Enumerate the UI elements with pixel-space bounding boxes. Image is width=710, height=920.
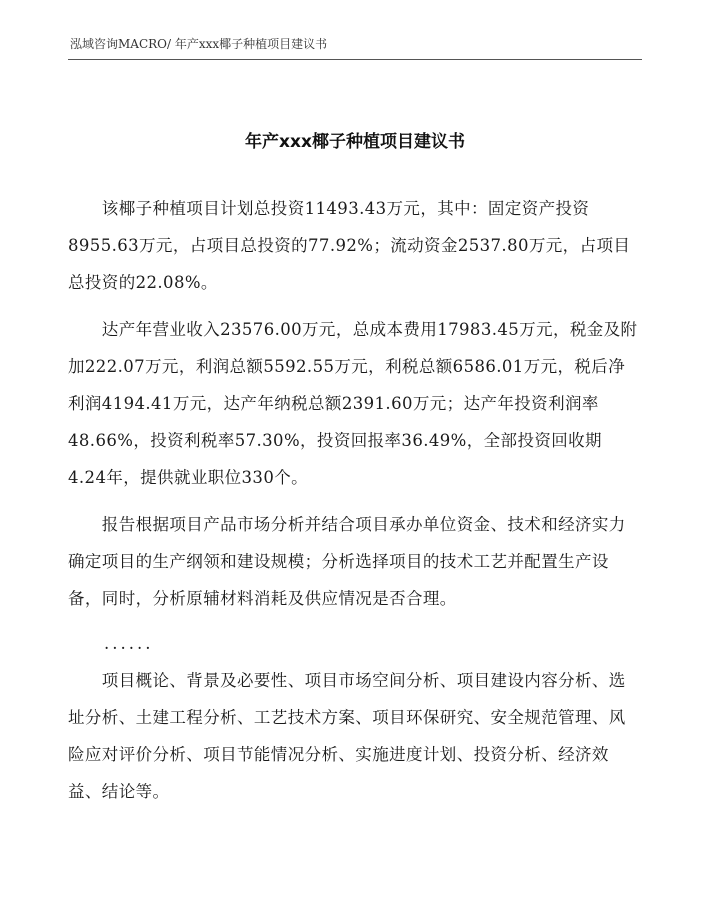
document-title: 年产xxx椰子种植项目建议书 [245,132,465,152]
paragraph-financials: 达产年营业收入23576.00万元，总成本费用17983.45万元，税金及附加222.07万元，利润总额5592.55万元，利税总额6586.01万元，税后净利润4194.41万元，达产年纳税总额2391.60万元；达产年投资利润率48.66%，投资利税率57.30%，投资回报率36.49%，全部投资回收期4.24年，提供就业职位330个。 [68,320,638,487]
page-header-breadcrumb: 泓域咨询MACRO/ 年产xxx椰子种植项目建议书 [70,37,328,51]
paragraph-contents-list: 项目概论、背景及必要性、项目市场空间分析、项目建设内容分析、选址分析、土建工程分析、工艺技术方案、项目环保研究、安全规范管理、风险应对评价分析、项目节能情况分析、实施进度计划、投资分析、经济效益、结论等。 [68,671,626,801]
paragraph-investment: 该椰子种植项目计划总投资11493.43万元，其中：固定资产投资8955.63万元，占项目总投资的77.92%；流动资金2537.80万元，占项目总投资的22.08%。 [68,199,631,292]
document-body [68,190,638,810]
header-divider [68,59,642,60]
paragraph-report-scope: 报告根据项目产品市场分析并结合项目承办单位资金、技术和经济实力确定项目的生产纲领和建设规模；分析选择项目的技术工艺并配置生产设备，同时，分析原辅材料消耗及供应情况是否合理。 [68,515,626,608]
ellipsis: ...... [104,634,154,653]
